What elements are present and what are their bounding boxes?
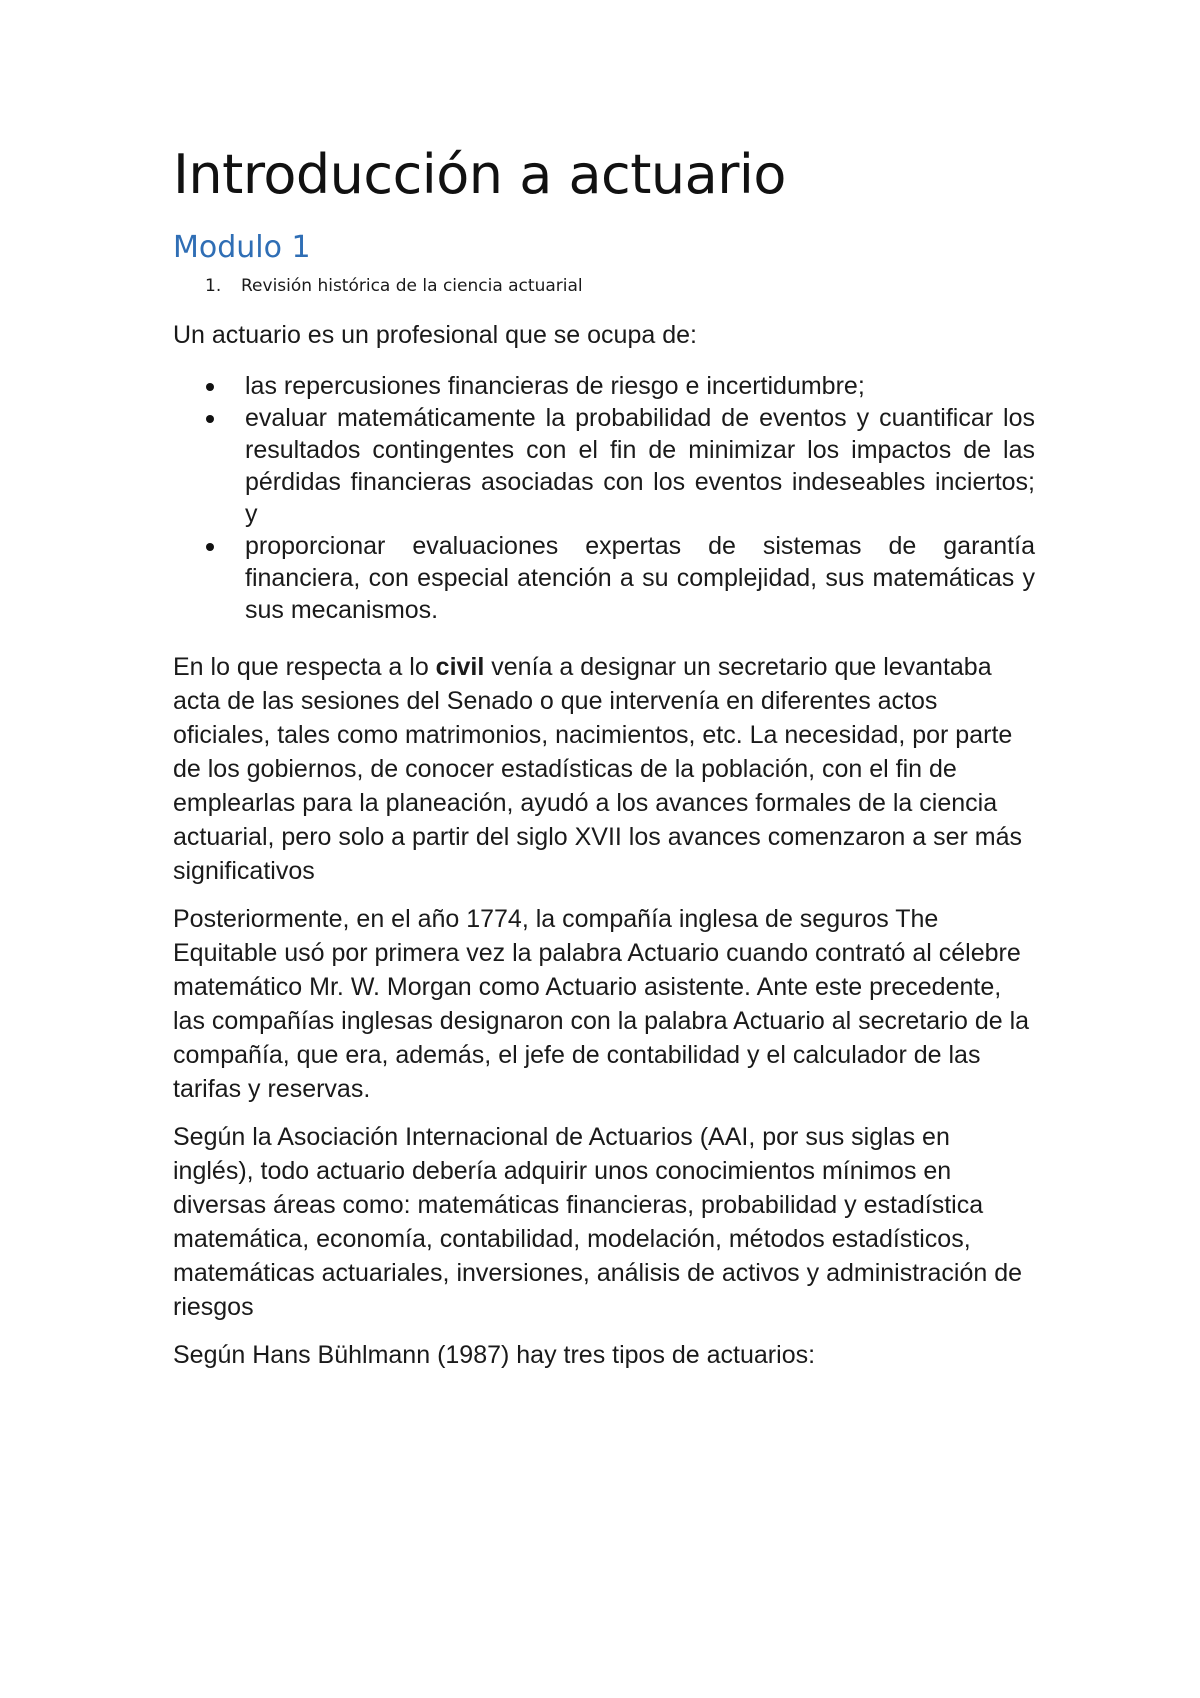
bullet-icon — [206, 415, 214, 423]
list-item-text: Revisión histórica de la ciencia actuarial — [241, 276, 583, 296]
bullet-list — [173, 370, 1035, 626]
paragraph-civil-start: En lo que respecta a lo — [173, 653, 436, 681]
document-body — [173, 140, 1035, 1372]
paragraph-aai: Según la Asociación Internacional de Actuarios (AAI, por sus siglas en inglés), todo actuario debería adquirir unos conocimientos mínimos en diversas áreas como: matemáticas financieras, probabilidad y estadística matemática, economía, contabilidad, modelación, métodos estadísticos, matemáticas actuariales, inversiones, análisis de activos y administración de riesgos — [173, 1123, 1022, 1321]
bullet-text: evaluar matemáticamente la probabilidad de eventos y cuantificar los resultados contingentes con el fin de minimizar los impactos de las pérdidas financieras asociadas con los eventos indeseables inciertos; y — [245, 404, 1035, 528]
bullet-text: proporcionar evaluaciones expertas de sistemas de garantía financiera, con especial atención a su complejidad, sus matemáticas y sus mecanismos. — [245, 532, 1035, 624]
bullet-item — [173, 402, 1035, 530]
paragraph-civil-bold: civil — [435, 653, 485, 681]
paragraph-history: Posteriormente, en el año 1774, la compañía inglesa de seguros The Equitable usó por primera vez la palabra Actuario cuando contrató al célebre matemático Mr. W. Morgan como Actuario asistente. Ante este precedente, las compañías inglesas designaron con la palabra Actuario al secretario de la compañía, que era, además, el jefe de contabilidad y el calculador de las tarifas y reservas. — [173, 905, 1030, 1103]
bullet-item — [173, 530, 1035, 626]
list-item — [173, 274, 1035, 298]
paragraph-buhlmann: Según Hans Bühlmann (1987) hay tres tipos de actuarios: — [173, 1341, 816, 1369]
bullet-item — [173, 370, 1035, 402]
list-item-number: 1. — [205, 276, 222, 296]
numbered-list — [173, 274, 1035, 298]
bullet-icon — [206, 543, 214, 551]
bullet-icon — [206, 383, 214, 391]
module-heading: Modulo 1 — [173, 230, 311, 265]
intro-paragraph: Un actuario es un profesional que se ocupa de: — [173, 321, 697, 349]
paragraph-civil — [173, 650, 1035, 888]
document-title: Introducción a actuario — [173, 143, 786, 206]
paragraph-civil-end: venía a designar un secretario que levantaba acta de las sesiones del Senado o que intervenía en diferentes actos oficiales, tales como matrimonios, nacimientos, etc. La necesidad, por parte de los gobiernos, de conocer estadísticas de la población, con el fin de emplearlas para la planeación, ayudó a los avances formales de la ciencia actuarial, pero solo a partir del siglo XVII los avances comenzaron a ser más significativos — [173, 653, 1023, 885]
bullet-text: las repercusiones financieras de riesgo e incertidumbre; — [245, 372, 865, 400]
